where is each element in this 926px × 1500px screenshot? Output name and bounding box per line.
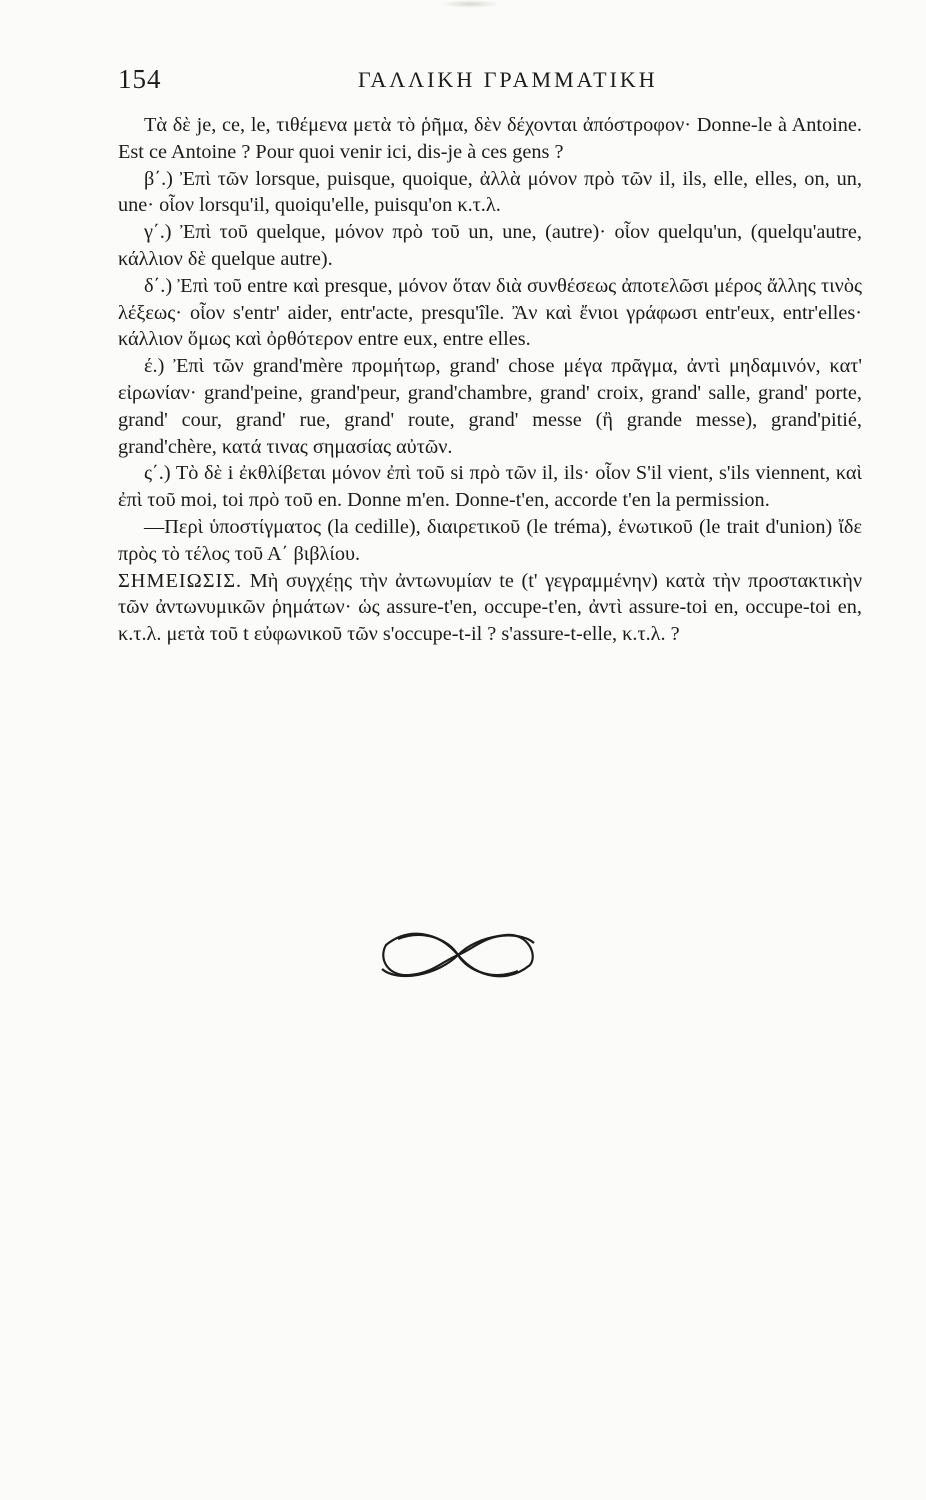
running-title: ΓΑΛΛΙΚΗ ΓΡΑΜΜΑΤΙΚΗ: [358, 67, 658, 92]
paragraph: —Περὶ ὑποστίγματος (la cedille), διαιρετικοῦ (le tréma), ἑνωτικοῦ (le trait d'union) ἴδε πρὸς τὸ τέλος τοῦ Α΄ βιβλίου.: [118, 515, 862, 565]
paragraph: έ.) Ἐπὶ τῶν grand'mère προμήτωρ, grand' chose μέγα πρᾶγμα, ἀντὶ μηδαμινόν, κατ' εἰρωνίαν· grand'peine, grand'peur, grand'chambre, grand' croix, grand' salle, grand' porte, grand' cour, grand' rue, grand' route, grand' messe (ἢ grande messe), grand'pitié, grand'chère, κατά τινας σημασίας αὐτῶν.: [118, 355, 862, 458]
paragraph: ς΄.) Τὸ δὲ i ἐκθλίβεται μόνον ἐπὶ τοῦ si πρὸ τῶν il, ils· οἷον S'il vient, s'ils viennent, καὶ ἐπὶ τοῦ moi, toi πρὸ τοῦ en. Donne m'en. Donne-t'en, accorde t'en la permission.: [118, 462, 862, 512]
paper-smudge: [440, 0, 500, 8]
note-paragraph: [118, 568, 862, 648]
note-label: ΣΗΜΕΙΩΣΙΣ.: [118, 569, 243, 592]
bleed-through-text: [110, 1000, 870, 1430]
page-number: 154: [118, 64, 162, 94]
page-header: [118, 64, 862, 104]
note-text: Μὴ συγχέῃς τὴν ἀντωνυμίαν te (t' γεγραμμένην) κατὰ τὴν προστακτικὴν τῶν ἀντωνυμικῶν ῥημάτων· ὡς assure-t'en, occupe-t'en, ἀντὶ assure-toi en, occupe-toi en, κ.τ.λ. μετὰ τοῦ t εὐφωνικοῦ τῶν s'occupe-t-il ? s'assure-t-elle, κ.τ.λ. ?: [118, 569, 862, 646]
knot-flourish-icon: [378, 925, 538, 985]
paragraph: Τὰ δὲ je, ce, le, τιθέμενα μετὰ τὸ ῥῆμα, δὲν δέχονται ἀπόστροφον· Donne-le à Antoine. Est ce Antoine ? Pour quoi venir ici, dis-je à ces gens ?: [118, 114, 862, 163]
paragraph: γ΄.) Ἐπὶ τοῦ quelque, μόνον πρὸ τοῦ un, une, (autre)· οἷον quelqu'un, (quelqu'autre, κάλλιον δὲ quelque autre).: [118, 221, 862, 270]
main-text: [118, 112, 862, 648]
paragraph: β΄.) Ἐπὶ τῶν lorsque, puisque, quoique, ἀλλὰ μόνον πρὸ τῶν il, ils, elle, elles, on, un, une· οἷον lorsqu'il, quoiqu'elle, puisqu'on κ.τ.λ.: [118, 167, 862, 217]
paragraph: δ΄.) Ἐπὶ τοῦ entre καὶ presque, μόνον ὅταν διὰ συνθέσεως ἀποτελῶσι μέρος ἄλλης τινὸς λέξεως· οἷον s'entr' aider, entr'acte, presqu'île. Ἂν καὶ ἔνιοι γράφωσι entr'eux, entr'elles· κάλλιον ὅμως καὶ ὀρθότερον entre eux, entre elles.: [118, 274, 862, 351]
